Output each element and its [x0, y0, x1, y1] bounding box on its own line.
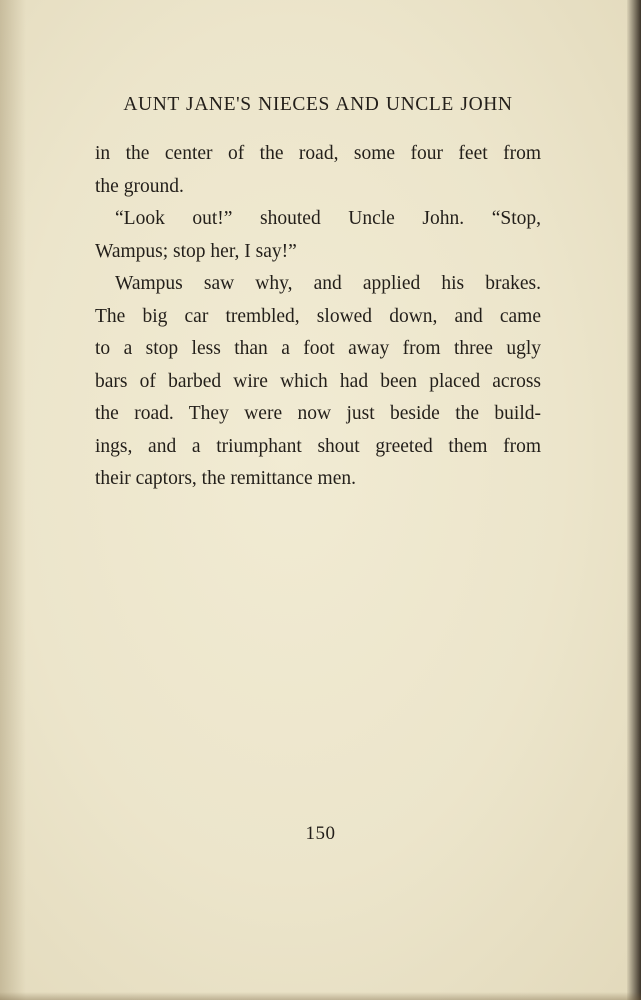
text-line: their captors, the remittance men.: [95, 468, 356, 489]
text-line: The big car trembled, slowed down, and came: [95, 305, 541, 327]
text-line: “Look out!” shouted Uncle John. “Stop,: [115, 208, 541, 229]
page-edge: [627, 0, 641, 1000]
text-line: Wampus saw why, and applied his brakes.: [115, 273, 541, 294]
text-line: bars of barbed wire which had been placed across: [95, 370, 541, 392]
page-number: 150: [305, 823, 336, 844]
running-head: AUNT JANE'S NIECES AND UNCLE JOHN: [123, 94, 513, 115]
body-text: [95, 138, 541, 496]
text-line: to a stop less than a foot away from three ugly: [95, 338, 541, 359]
text-line: the road. They were now just beside the build-: [95, 403, 541, 424]
text-line: ings, and a triumphant shout greeted them from: [95, 435, 541, 457]
page-bottom-edge: [0, 992, 641, 1000]
text-line: in the center of the road, some four feet from: [95, 143, 541, 164]
text-line: Wampus; stop her, I say!”: [95, 240, 297, 262]
text-line: the ground.: [95, 175, 184, 197]
spine-shadow: [0, 0, 26, 1000]
